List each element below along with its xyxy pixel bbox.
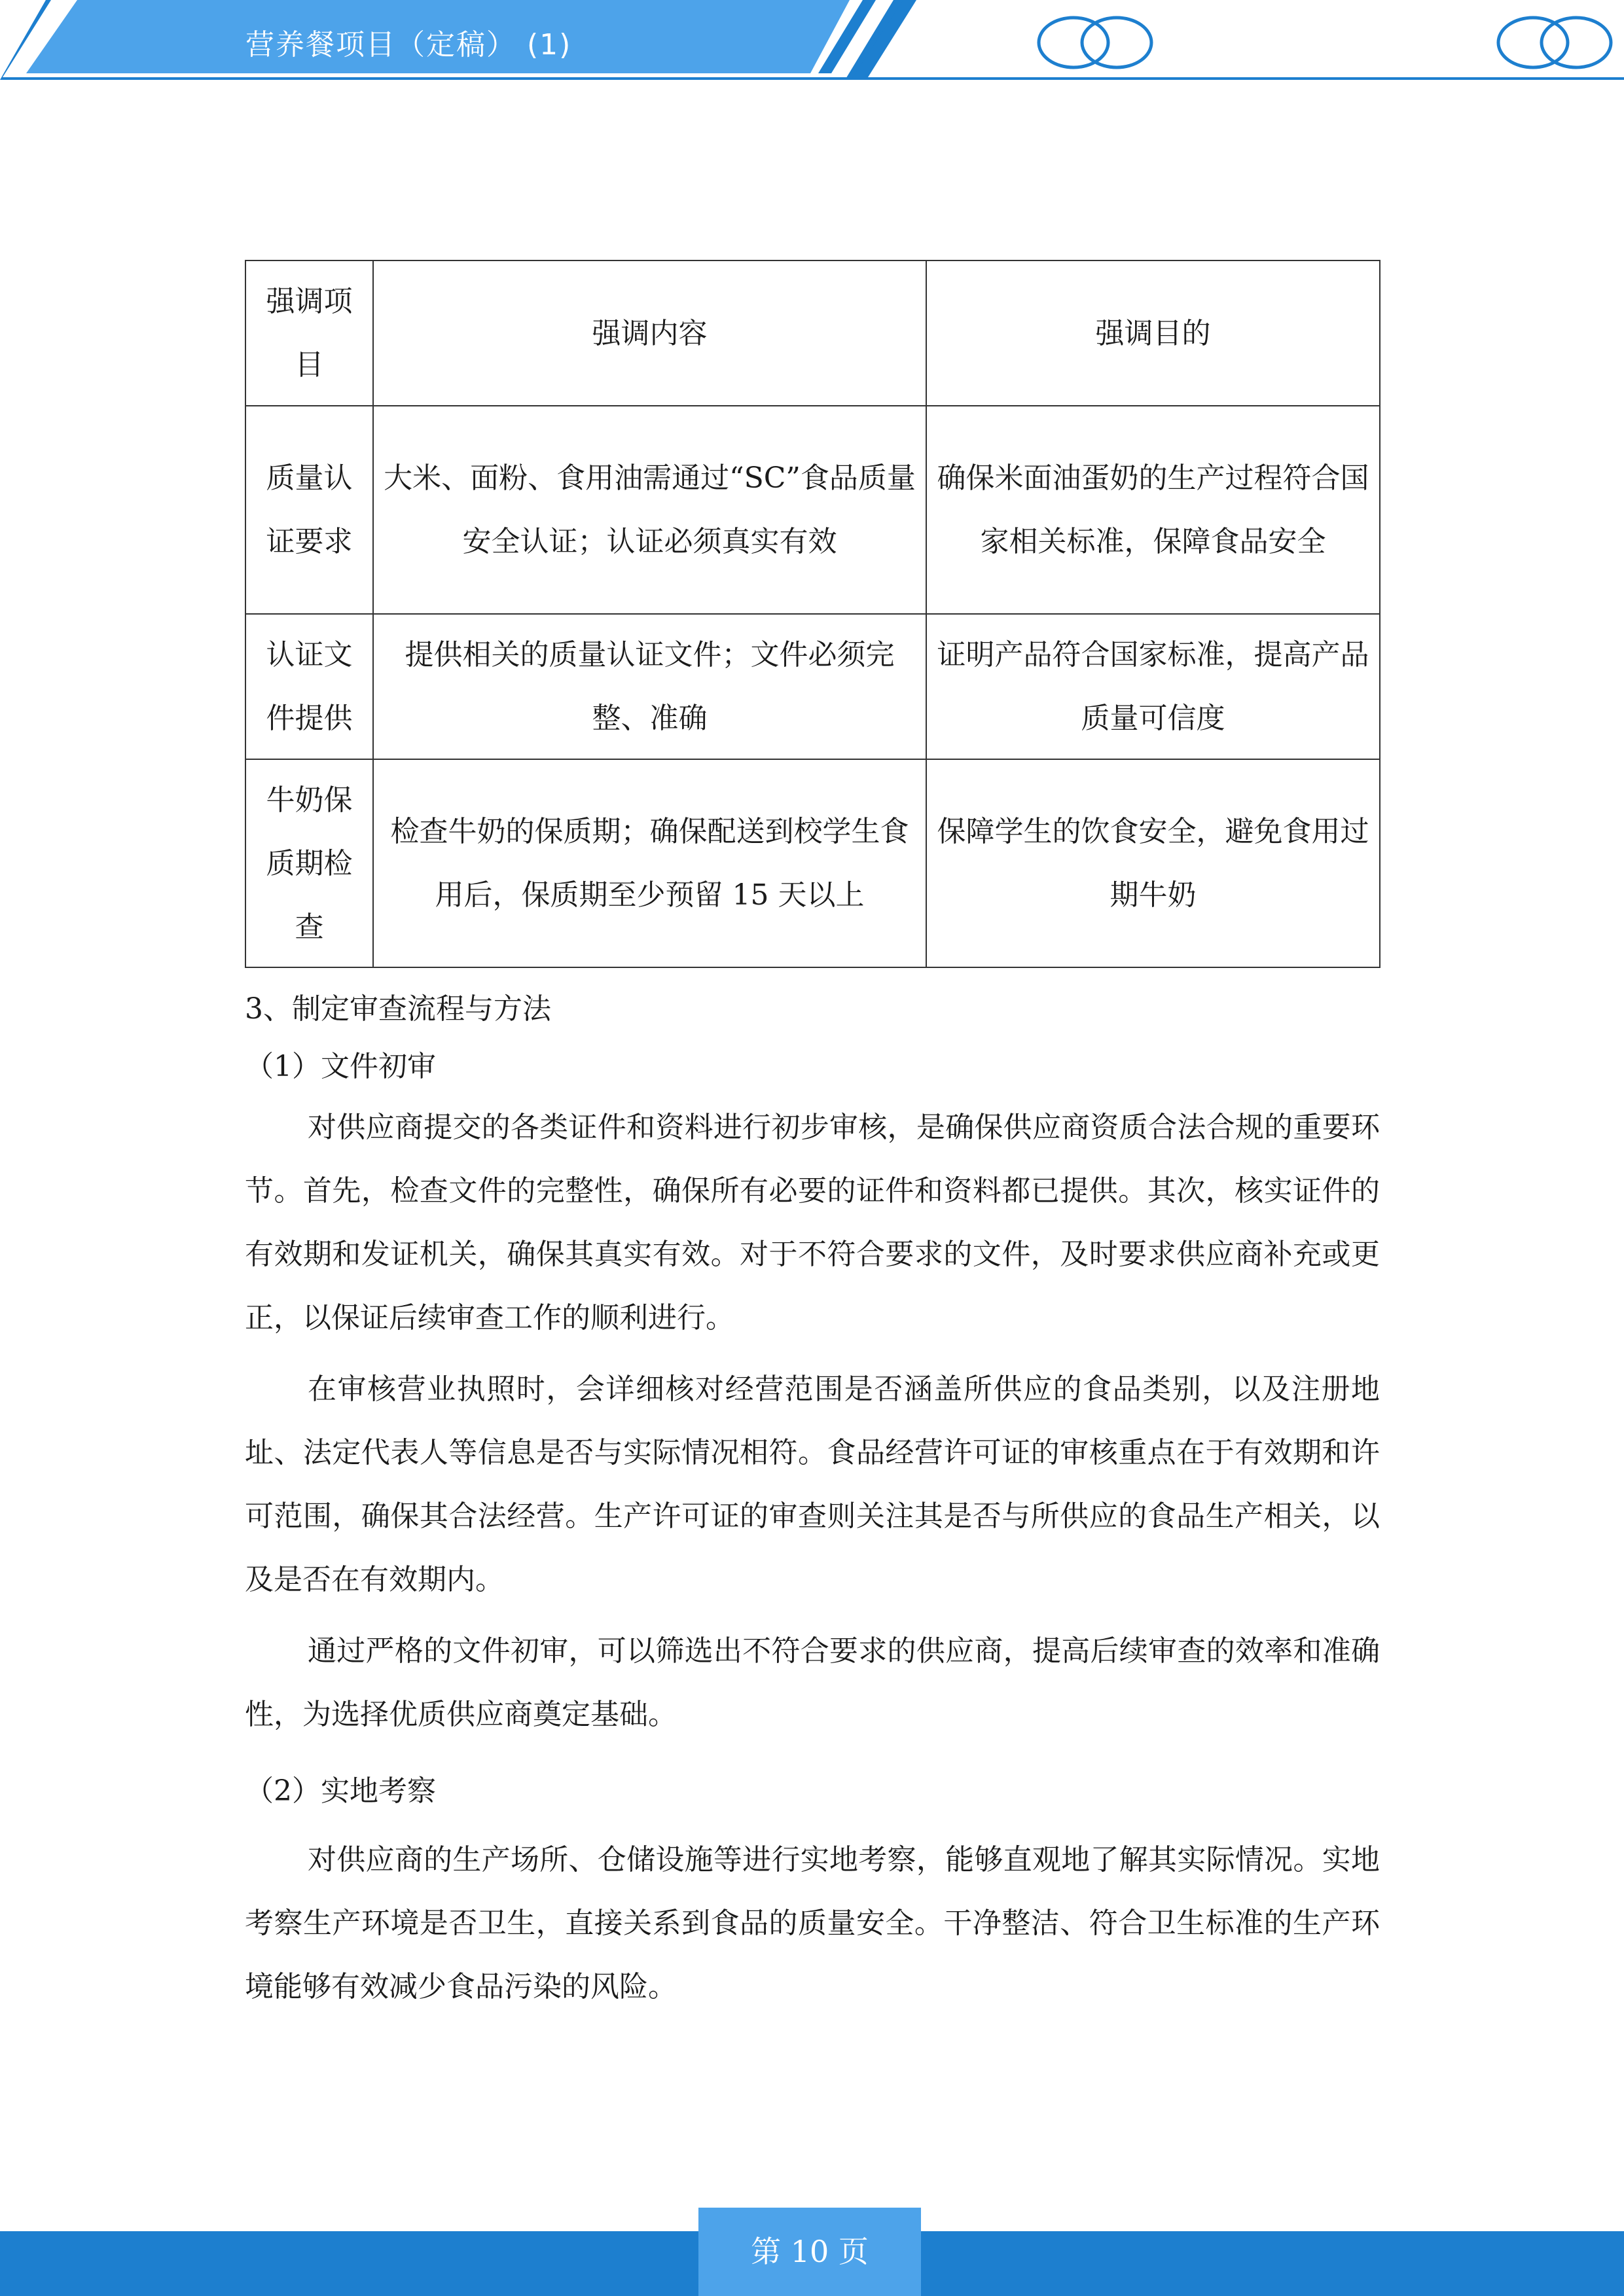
header-underline-right [851,0,1624,80]
table-cell: 大米、面粉、食用油需通过“SC”食品质量安全认证；认证必须真实有效 [373,406,926,614]
paragraph: 通过严格的文件初审，可以筛选出不符合要求的供应商，提高后续审查的效率和准确性，为选择优质供应商奠定基础。 [245,1634,1380,1731]
table-row [245,759,1380,967]
column-header: 强调目的 [926,260,1380,406]
table-row [245,406,1380,614]
header-banner [0,0,1624,85]
table-cell: 提供相关的质量认证文件；文件必须完整、准确 [373,614,926,759]
table-cell: 证明产品符合国家标准，提高产品质量可信度 [926,614,1380,759]
page-number: 第 10 页 [751,2234,869,2269]
table-cell: 牛奶保质期检查 [245,759,373,967]
requirements-table [245,260,1380,968]
table-cell: 质量认证要求 [245,406,373,614]
rings-icon [1498,18,1611,67]
column-header: 强调项目 [245,260,373,406]
document-body [245,980,1380,2018]
paragraph: 在审核营业执照时，会详细核对经营范围是否涵盖所供应的食品类别，以及注册地址、法定代表人等信息是否与实际情况相符。食品经营许可证的审核重点在于有效期和许可范围，确保其合法经营。生产许可证的审查则关注其是否与所供应的食品生产相关，以及是否在有效期内。 [245,1372,1380,1596]
paragraph: 对供应商的生产场所、仓储设施等进行实地考察，能够直观地了解其实际情况。实地考察生产环境是否卫生，直接关系到食品的质量安全。干净整洁、符合卫生标准的生产环境能够有效减少食品污染的风险。 [245,1843,1380,2003]
table-cell: 检查牛奶的保质期；确保配送到校学生食用后，保质期至少预留 15 天以上 [373,759,926,967]
table-cell: 确保米面油蛋奶的生产过程符合国家相关标准，保障食品安全 [926,406,1380,614]
section-heading: 3、制定审查流程与方法 [245,992,551,1026]
rings-icon [1039,18,1151,67]
column-header: 强调内容 [373,260,926,406]
paragraph: 对供应商提交的各类证件和资料进行初步审核，是确保供应商资质合法合规的重要环节。首先，检查文件的完整性，确保所有必要的证件和资料都已提供。其次，核实证件的有效期和发证机关，确保其真实有效。对于不符合要求的文件，及时要求供应商补充或更正，以保证后续审查工作的顺利进行。 [245,1111,1380,1335]
document-title: 营养餐项目（定稿） (1) [245,28,572,62]
table-cell: 保障学生的饮食安全，避免食用过期牛奶 [926,759,1380,967]
table-cell: 认证文件提供 [245,614,373,759]
subsection-heading: （1）文件初审 [245,1050,436,1083]
table-row [245,614,1380,759]
table-header-row [245,260,1380,406]
subsection-heading: （2）实地考察 [245,1774,436,1808]
